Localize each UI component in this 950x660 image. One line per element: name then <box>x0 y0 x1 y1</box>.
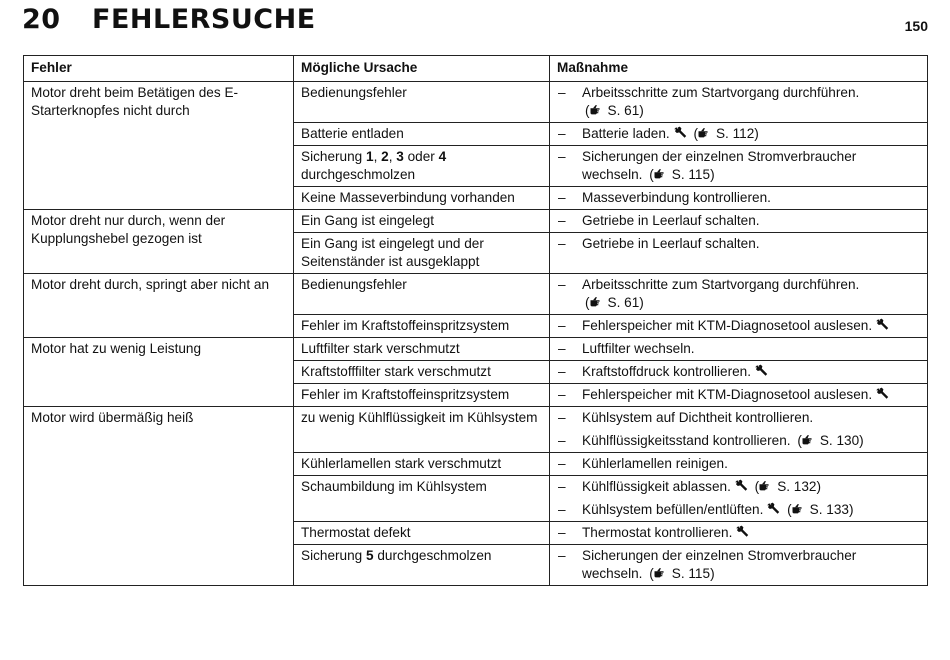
measure-cell <box>550 407 928 453</box>
measure-text-block <box>582 524 920 542</box>
cause-text-part: oder <box>403 149 439 164</box>
measure-text-block <box>582 386 920 404</box>
measure-item <box>558 501 920 519</box>
measure-text: Sicherungen der einzelnen Stromverbraucher wechseln. <box>582 548 857 581</box>
fault-cell: Motor hat zu wenig Leistung <box>24 338 294 407</box>
pointing-hand-icon <box>759 478 774 489</box>
measure-item <box>558 125 920 143</box>
bullet-dash: – <box>558 190 566 205</box>
pointing-hand-icon <box>654 565 669 576</box>
bullet-dash: – <box>558 149 566 164</box>
measure-item <box>558 478 920 496</box>
measure-item <box>558 235 920 253</box>
table-row <box>24 338 928 361</box>
measure-item <box>558 340 920 358</box>
measure-cell <box>550 274 928 315</box>
bullet-dash: – <box>558 502 566 517</box>
cause-cell: Bedienungsfehler <box>294 82 550 123</box>
measure-item <box>558 84 920 120</box>
fuse-number: 5 <box>366 548 374 563</box>
measure-text-block <box>582 212 920 230</box>
measure-text: Kühlsystem befüllen/entlüften. <box>582 502 764 517</box>
cause-cell: Kühlerlamellen stark verschmutzt <box>294 453 550 476</box>
pointing-hand-icon <box>654 166 669 177</box>
wrench-icon <box>875 318 889 331</box>
page-reference: ( S. 112) <box>693 126 759 141</box>
measure-text-block <box>582 409 920 427</box>
measure-text-block <box>582 125 920 143</box>
measure-cell <box>550 384 928 407</box>
fault-cell: Motor dreht nur durch, wenn der Kupplungshebel gezogen ist <box>24 210 294 274</box>
measure-cell <box>550 233 928 274</box>
cause-cell: Luftfilter stark verschmutzt <box>294 338 550 361</box>
measure-text: Kühlsystem auf Dichtheit kontrollieren. <box>582 410 814 425</box>
chapter-heading <box>22 4 316 35</box>
wrench-icon <box>734 479 748 492</box>
measure-item <box>558 432 920 450</box>
measure-text: Fehlerspeicher mit KTM-Diagnosetool auslesen. <box>582 318 873 333</box>
pointing-hand-icon <box>802 432 817 443</box>
measure-text: Kraftstoffdruck kontrollieren. <box>582 364 751 379</box>
wrench-icon <box>754 364 768 377</box>
page-reference: ( S. 132) <box>754 479 822 494</box>
bullet-dash: – <box>558 213 566 228</box>
measure-text-block <box>582 547 920 583</box>
measure-item <box>558 524 920 542</box>
measure-text: Getriebe in Leerlauf schalten. <box>582 236 760 251</box>
chapter-title: FEHLERSUCHE <box>92 4 316 35</box>
cause-cell: Fehler im Kraftstoffeinspritzsystem <box>294 384 550 407</box>
fuse-number: 4 <box>438 149 447 164</box>
cause-cell: Ein Gang ist eingelegt und der Seitenständer ist ausgeklappt <box>294 233 550 274</box>
page-reference-label: S. 132 <box>777 479 817 494</box>
measure-text-block <box>582 432 920 450</box>
measure-text: Getriebe in Leerlauf schalten. <box>582 213 760 228</box>
page-number: 150 <box>904 18 928 34</box>
measure-item <box>558 189 920 207</box>
cause-cell: Batterie entladen <box>294 123 550 146</box>
measure-text-block <box>582 455 920 473</box>
measure-item <box>558 409 920 427</box>
measure-text: Kühlerlamellen reinigen. <box>582 456 728 471</box>
cause-cell: Kraftstofffilter stark verschmutzt <box>294 361 550 384</box>
bullet-dash: – <box>558 277 566 292</box>
measure-text: Fehlerspeicher mit KTM-Diagnosetool auslesen. <box>582 387 873 402</box>
cause-cell: Keine Masseverbindung vorhanden <box>294 187 550 210</box>
bullet-dash: – <box>558 364 566 379</box>
cause-text-part: durchgeschmolzen <box>373 548 492 563</box>
measure-cell <box>550 476 928 522</box>
cause-text-part: Sicherung <box>301 149 366 164</box>
measure-text: Kühlflüssigkeitsstand kontrollieren. <box>582 433 791 448</box>
pointing-hand-icon <box>590 102 605 113</box>
page-reference-label: S. 112 <box>715 126 755 141</box>
bullet-dash: – <box>558 456 566 471</box>
column-header-measure: Maßnahme <box>550 56 928 82</box>
cause-cell: zu wenig Kühlflüssigkeit im Kühlsystem <box>294 407 550 453</box>
wrench-icon <box>735 525 749 538</box>
measure-cell <box>550 361 928 384</box>
cause-text-part: durchgeschmolzen <box>301 167 416 182</box>
page-reference-label: S. 130 <box>819 433 860 448</box>
table-row <box>24 210 928 233</box>
cause-cell: Fehler im Kraftstoffeinspritzsystem <box>294 315 550 338</box>
troubleshooting-table <box>23 55 928 586</box>
page-reference: ( S. 130) <box>797 433 864 448</box>
measure-text: Arbeitsschritte zum Startvorgang durchführen. <box>582 277 860 292</box>
measure-cell <box>550 82 928 123</box>
page-reference: ( S. 115) <box>649 566 715 581</box>
fuse-number: 1 <box>366 149 374 164</box>
bullet-dash: – <box>558 410 566 425</box>
bullet-dash: – <box>558 341 566 356</box>
measure-text: Arbeitsschritte zum Startvorgang durchführen. <box>582 85 860 100</box>
fault-cell: Motor dreht durch, springt aber nicht an <box>24 274 294 338</box>
bullet-dash: – <box>558 318 566 333</box>
measure-cell <box>550 210 928 233</box>
measure-text-block <box>582 363 920 381</box>
measure-cell <box>550 545 928 586</box>
bullet-dash: – <box>558 433 566 448</box>
page-header <box>22 4 928 44</box>
page-reference-label: S. 61 <box>607 103 640 118</box>
measure-cell <box>550 123 928 146</box>
measure-item <box>558 386 920 404</box>
column-header-fault: Fehler <box>24 56 294 82</box>
wrench-icon <box>875 387 889 400</box>
measure-text: Masseverbindung kontrollieren. <box>582 190 771 205</box>
pointing-hand-icon <box>698 125 713 136</box>
fuse-number: 3 <box>396 149 404 164</box>
measure-text: Kühlflüssigkeit ablassen. <box>582 479 731 494</box>
bullet-dash: – <box>558 548 566 563</box>
measure-item <box>558 317 920 335</box>
pointing-hand-icon <box>792 501 807 512</box>
column-header-cause: Mögliche Ursache <box>294 56 550 82</box>
chapter-number: 20 <box>22 4 61 35</box>
page-reference-label: S. 115 <box>671 167 711 182</box>
measure-text-block <box>582 148 920 184</box>
cause-text-part: , <box>388 149 397 164</box>
cause-text-part: Sicherung <box>301 548 366 563</box>
measure-text-block <box>582 276 920 312</box>
table-body <box>24 82 928 586</box>
measure-item <box>558 212 920 230</box>
page-reference-label: S. 61 <box>607 295 640 310</box>
fault-cell: Motor dreht beim Betätigen des E-Starterknopfes nicht durch <box>24 82 294 210</box>
measure-cell <box>550 453 928 476</box>
page-reference: ( S. 133) <box>787 502 854 517</box>
bullet-dash: – <box>558 525 566 540</box>
cause-cell: Schaumbildung im Kühlsystem <box>294 476 550 522</box>
measure-text-block <box>582 317 920 335</box>
bullet-dash: – <box>558 387 566 402</box>
cause-cell <box>294 545 550 586</box>
page-reference: ( S. 115) <box>649 167 715 182</box>
measure-item <box>558 363 920 381</box>
measure-item <box>558 455 920 473</box>
measure-item <box>558 276 920 312</box>
measure-cell <box>550 522 928 545</box>
pointing-hand-icon <box>590 294 605 305</box>
table-row <box>24 82 928 123</box>
measure-text: Thermostat kontrollieren. <box>582 525 733 540</box>
page-reference-label: S. 115 <box>671 566 711 581</box>
table-row <box>24 274 928 315</box>
measure-text-block <box>582 189 920 207</box>
bullet-dash: – <box>558 85 566 100</box>
measure-text-block <box>582 235 920 253</box>
measure-item <box>558 547 920 583</box>
page-reference: ( S. 61) <box>585 295 644 310</box>
table-row <box>24 407 928 453</box>
table-header-row <box>24 56 928 82</box>
measure-cell <box>550 187 928 210</box>
measure-cell <box>550 315 928 338</box>
measure-cell <box>550 146 928 187</box>
cause-cell: Ein Gang ist eingelegt <box>294 210 550 233</box>
measure-text-block <box>582 478 920 496</box>
measure-cell <box>550 338 928 361</box>
bullet-dash: – <box>558 479 566 494</box>
cause-cell <box>294 146 550 187</box>
measure-text-block <box>582 340 920 358</box>
bullet-dash: – <box>558 236 566 251</box>
measure-text-block <box>582 501 920 519</box>
page-reference: ( S. 61) <box>585 103 644 118</box>
measure-text: Luftfilter wechseln. <box>582 341 695 356</box>
cause-cell: Thermostat defekt <box>294 522 550 545</box>
measure-text: Batterie laden. <box>582 126 670 141</box>
measure-text: Sicherungen der einzelnen Stromverbraucher wechseln. <box>582 149 857 182</box>
measure-text-block <box>582 84 920 120</box>
cause-cell: Bedienungsfehler <box>294 274 550 315</box>
page-reference-label: S. 133 <box>809 502 849 517</box>
wrench-icon <box>673 126 687 139</box>
bullet-dash: – <box>558 126 566 141</box>
fuse-number: 2 <box>381 149 389 164</box>
fault-cell: Motor wird übermäßig heiß <box>24 407 294 586</box>
wrench-icon <box>766 502 780 515</box>
cause-text-part: , <box>373 149 382 164</box>
measure-item <box>558 148 920 184</box>
